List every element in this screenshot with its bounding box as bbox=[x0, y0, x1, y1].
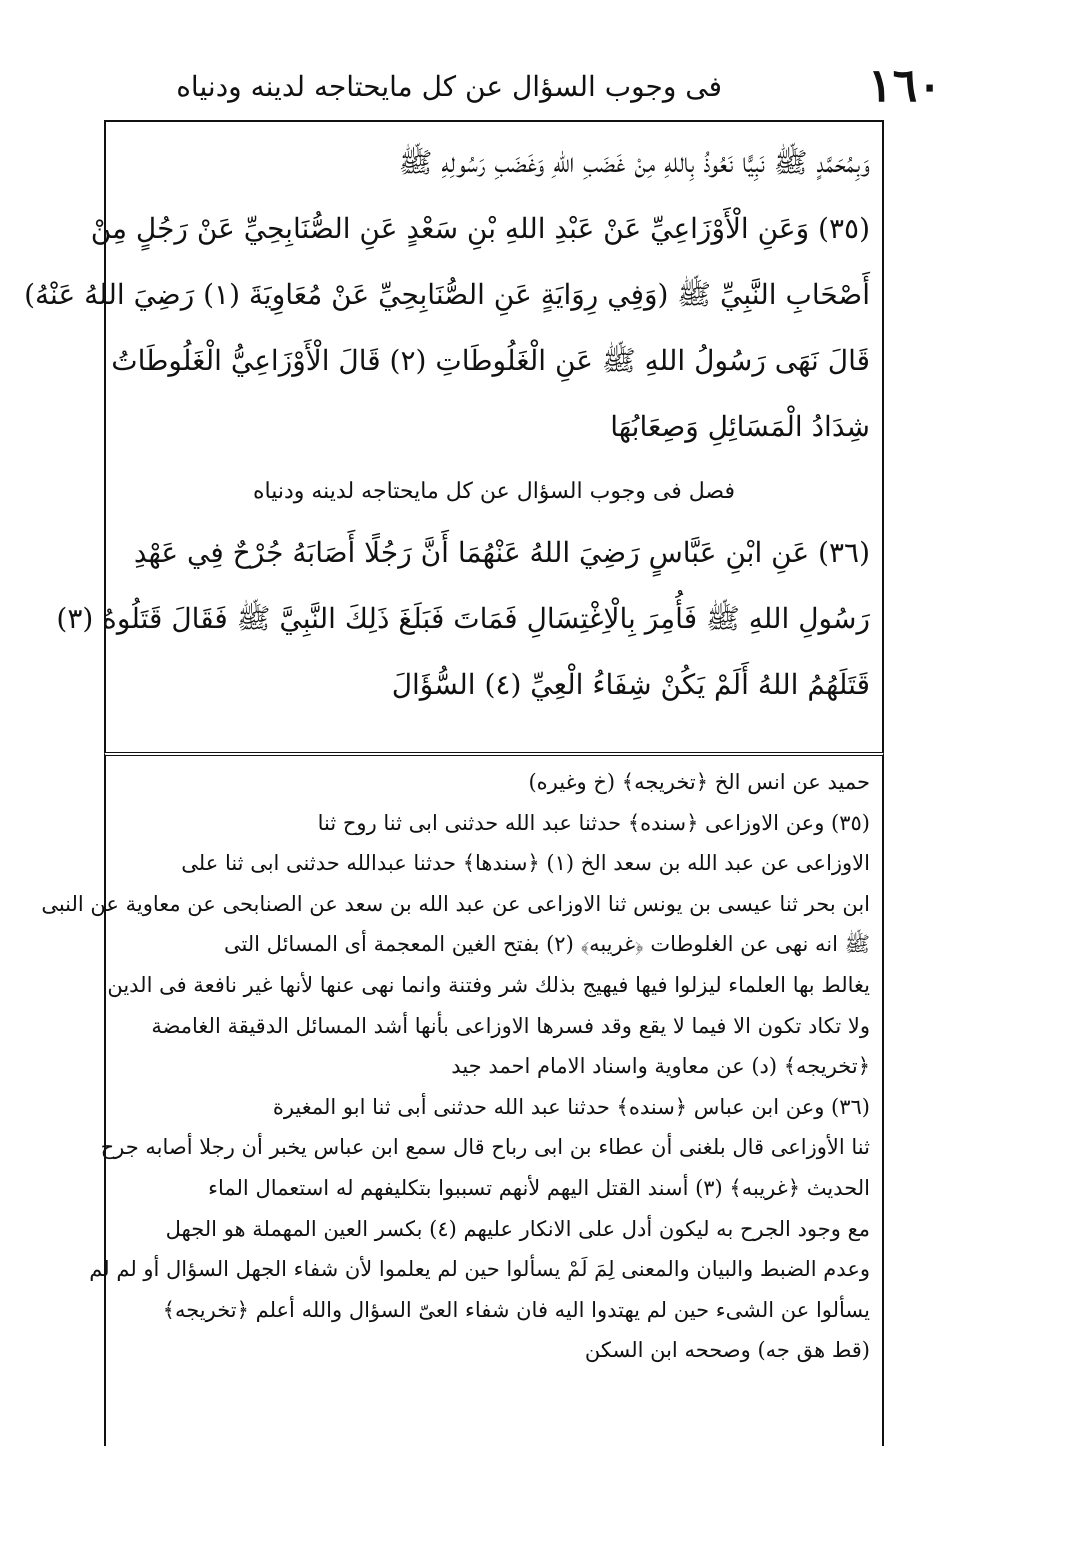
footnote-line: يسألوا عن الشىء حين لم يهتدوا اليه فان شفاء العىّ السؤال والله أعلم ﴿تخريجه﴾ bbox=[162, 1297, 870, 1322]
main-text-line: وَبِمُحَمَّدٍ ﷺ نَبِيًّا نَعُوذُ بِاللهِ مِنْ غَضَبِ اللهِ وَغَضَبِ رَسُولِهِ ﷺ bbox=[398, 146, 870, 179]
footnote-line: وعدم الضبط والبيان والمعنى لِمَ لَمْ يسألوا حين لم يعلموا لأن شفاء الجهل السؤال أو لم لم bbox=[89, 1257, 870, 1282]
footnotes bbox=[41, 762, 870, 1371]
footnote-line: الاوزاعى عن عبد الله بن سعد الخ (١) ﴿سندها﴾ حدثنا عبدالله حدثنى ابى ثنا على bbox=[181, 851, 870, 876]
footnote-line: يغالط بها العلماء ليزلوا فيها فيهيج بذلك شر وفتنة وانما نهى عنها لأنها غير نافعة فى الدين bbox=[107, 972, 870, 997]
footnote-line: حميد عن انس الخ ﴿تخريجه﴾ (خ وغيره) bbox=[528, 770, 870, 794]
running-title: فى وجوب السؤال عن كل مايحتاجه لدينه ودنياه bbox=[176, 70, 722, 103]
footnote-line: مع وجود الجرح به ليكون أدل على الانكار عليهم (٤) بكسر العين المهملة هو الجهل bbox=[165, 1216, 870, 1241]
main-text-line: أَصْحَابِ النَّبِيِّ ﷺ (وَفِي رِوَايَةٍ عَنِ الصُّنَابِحِيِّ عَنْ مُعَاوِيَةَ (١) رَضِيَ اللهُ عَنْهُ) bbox=[24, 278, 870, 311]
footnote-line: الحديث ﴿غريبه﴾ (٣) أسند القتل اليهم لأنهم تسببوا بتكليفهم له استعمال الماء bbox=[208, 1175, 870, 1200]
page-number: ١٦٠ bbox=[867, 58, 942, 112]
main-text-line: رَسُولِ اللهِ ﷺ فَأُمِرَ بِالْاِغْتِسَالِ فَمَاتَ فَبَلَغَ ذَلِكَ النَّبِيَّ ﷺ فَقَالَ قَتَلُوهُ (٣) bbox=[56, 602, 870, 635]
footnote-line: (٣٥) وعن الاوزاعى ﴿سنده﴾ حدثنا عبد الله حدثنى ابى ثنا روح ثنا bbox=[317, 810, 870, 835]
main-text-line: قَالَ نَهَى رَسُولُ اللهِ ﷺ عَنِ الْغَلُوطَاتِ (٢) قَالَ الْأَوْزَاعِيُّ الْغَلُوطَاتُ bbox=[111, 344, 870, 377]
footnote-line: ﴿تخريجه﴾ (د) عن معاوية واسناد الامام احمد جيد bbox=[451, 1054, 870, 1079]
footnote-line: (قط هق جه) وصححه ابن السكن bbox=[584, 1338, 870, 1363]
footnote-line: ﷺ انه نهى عن الغلوطات ﴿غريبه﴾ (٢) بفتح الغين المعجمة أى المسائل التى bbox=[223, 932, 870, 957]
section-heading: فصل فى وجوب السؤال عن كل مايحتاجه لدينه ودنياه bbox=[252, 479, 736, 504]
footnote-line: ثنا الأوزاعى قال بلغنى أن عطاء بن ابى رباح قال سمع ابن عباس يخبر أن رجلا أصابه جرح bbox=[100, 1135, 870, 1160]
main-text-line: شِدَادُ الْمَسَائِلِ وَصِعَابُهَا bbox=[610, 410, 870, 443]
main-text bbox=[24, 130, 870, 718]
footnote-line: ولا تكاد تكون الا فيما لا يقع وقد فسرها الاوزاعى بأنها أشد المسائل الدقيقة الغامضة bbox=[151, 1013, 870, 1038]
footnote-line: (٣٦) وعن ابن عباس ﴿سنده﴾ حدثنا عبد الله حدثنى أبى ثنا ابو المغيرة bbox=[272, 1094, 870, 1119]
page-header bbox=[150, 58, 942, 112]
main-text-line: قَتَلَهُمُ اللهُ أَلَمْ يَكُنْ شِفَاءُ الْعِيِّ (٤) السُّؤَالَ bbox=[391, 668, 870, 701]
footnote-line: ابن بحر ثنا عيسى بن يونس ثنا الاوزاعى عن عبد الله بن سعد عن الصنابحى عن معاوية عن النبى bbox=[41, 891, 870, 916]
main-text-line: (٣٦) عَنِ ابْنِ عَبَّاسٍ رَضِيَ اللهُ عَنْهُمَا أَنَّ رَجُلًا أَصَابَهُ جُرْحٌ فِي عَهْدِ bbox=[133, 536, 870, 569]
main-text-line: (٣٥) وَعَنِ الْأَوْزَاعِيِّ عَنْ عَبْدِ اللهِ بْنِ سَعْدٍ عَنِ الصُّنَابِحِيِّ عَنْ رَجُلٍ مِنْ bbox=[90, 212, 870, 245]
